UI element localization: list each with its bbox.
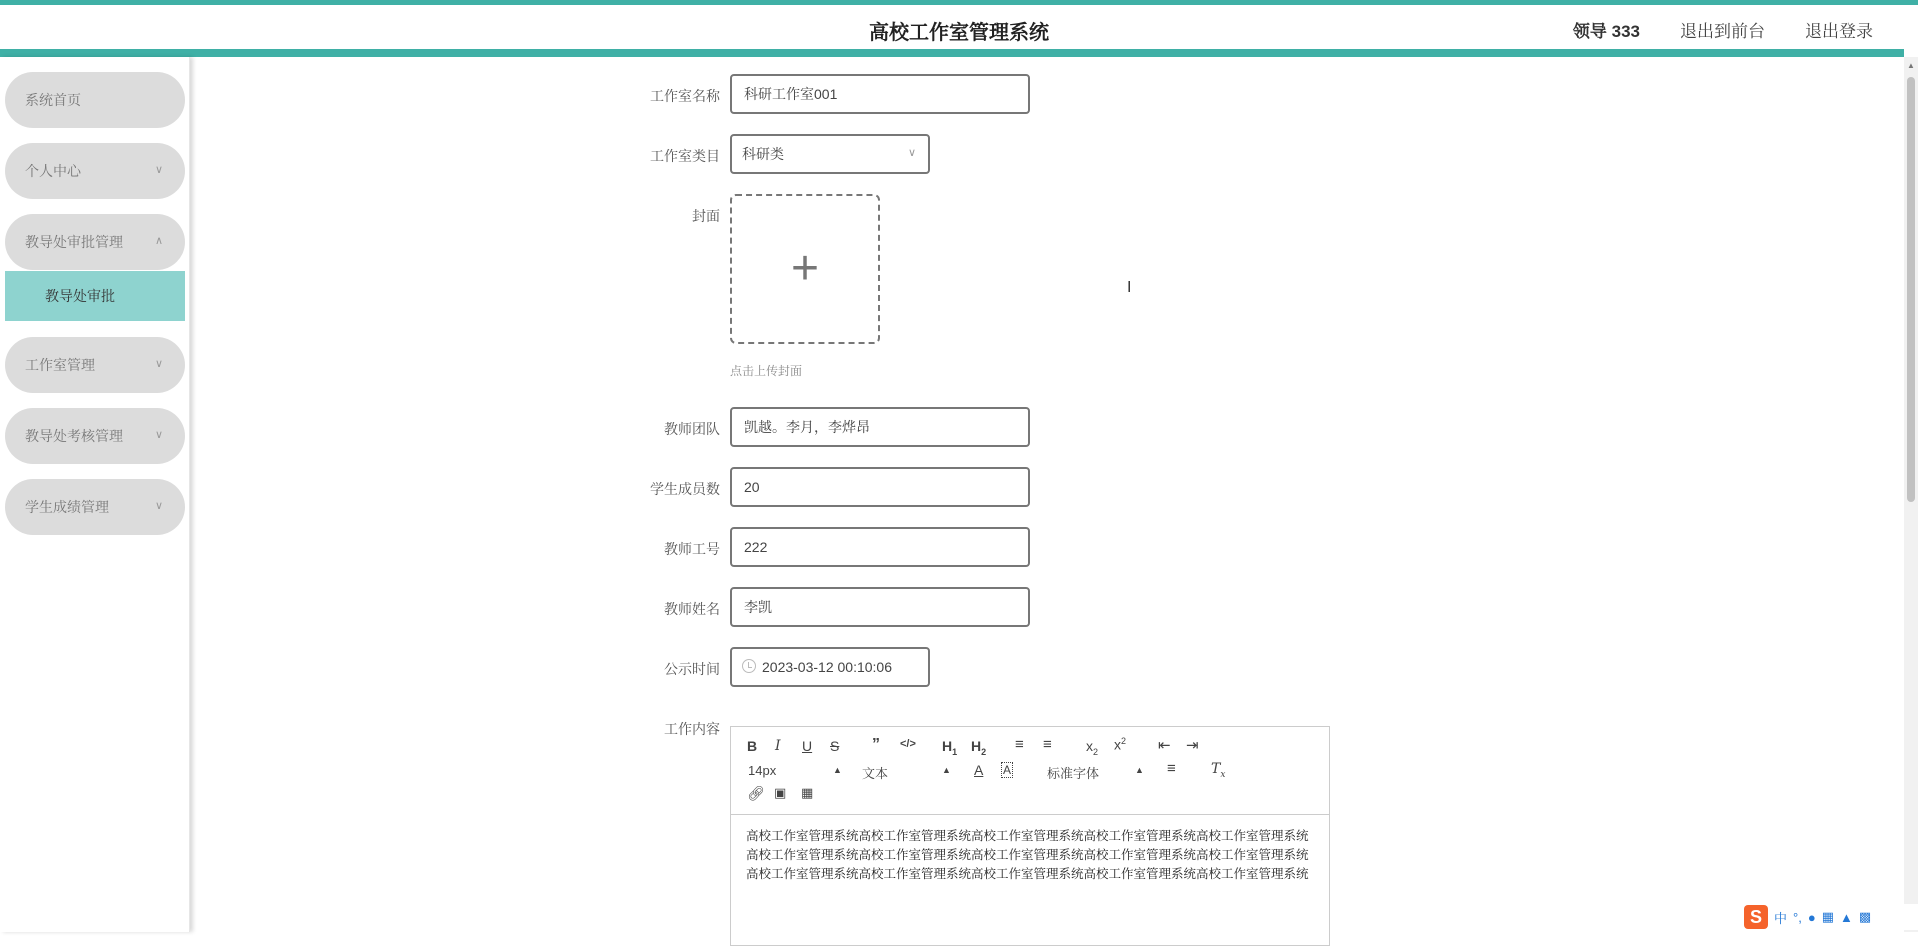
header-accent-line: [0, 49, 1904, 57]
category-selected-value: 科研类: [742, 146, 784, 162]
teacher-id-input[interactable]: 222: [730, 527, 1030, 567]
cover-label: 封面: [692, 208, 720, 224]
editor-toolbar: [731, 727, 1329, 815]
link-icon[interactable]: 🔗︎: [747, 785, 765, 801]
italic-icon[interactable]: I: [775, 738, 781, 754]
sidebar-item-label: 个人中心: [25, 163, 81, 179]
sidebar-item-approval-management[interactable]: [5, 214, 185, 270]
updown-icon: ▲︎: [1135, 765, 1144, 775]
blockquote-icon[interactable]: ”: [872, 736, 880, 753]
sidebar: [0, 57, 190, 932]
chevron-down-icon: ∨: [907, 147, 916, 159]
work-content-label: 工作内容: [664, 721, 720, 737]
cover-upload-tip: 点击上传封面: [730, 364, 803, 378]
font-family-value: 标准字体: [1047, 766, 1100, 781]
studio-category-label: 工作室类目: [650, 148, 720, 164]
font-family-select[interactable]: [1047, 763, 1147, 782]
sidebar-item-personal-center[interactable]: [5, 143, 185, 199]
chevron-down-icon: ∨: [154, 164, 163, 176]
text-cursor-icon: I: [1127, 279, 1132, 296]
cover-upload-box[interactable]: [730, 194, 880, 344]
student-count-input[interactable]: 20: [730, 467, 1030, 507]
rich-text-editor: [730, 726, 1330, 946]
user-name: 领导 333: [1572, 22, 1640, 41]
sidebar-subitem-approval[interactable]: 教导处审批: [5, 271, 185, 321]
strikethrough-icon[interactable]: S: [830, 738, 840, 754]
header: [0, 5, 1918, 49]
sogou-logo-icon: S: [1744, 905, 1768, 929]
background-color-icon[interactable]: A: [1003, 763, 1012, 777]
page-scrollbar[interactable]: [1904, 57, 1918, 932]
bullet-list-icon[interactable]: ≡: [1043, 736, 1052, 753]
clock-icon: [742, 659, 756, 673]
updown-icon: ▲︎: [942, 765, 951, 775]
teacher-team-label: 教师团队: [664, 421, 720, 437]
plus-icon: +: [790, 242, 820, 295]
font-size-select[interactable]: [748, 763, 842, 778]
publish-time-label: 公示时间: [664, 661, 720, 677]
sidebar-item-label: 工作室管理: [25, 357, 95, 373]
app-title: 高校工作室管理系统: [869, 22, 1049, 44]
header-actions: [1573, 17, 1873, 42]
ordered-list-icon[interactable]: ≡: [1015, 736, 1024, 753]
heading-1-icon[interactable]: $H_1$: [942, 738, 958, 757]
chevron-down-icon: ∨: [154, 429, 163, 441]
editor-content[interactable]: 高校工作室管理系统高校工作室管理系统高校工作室管理系统高校工作室管理系统高校工作室管理系统高校工作室管理系统高校工作室管理系统高校工作室管理系统高校工作室管理系统高校工作室管理系统高校工作室管理系统高校工作室管理系统高校工作室管理系统高校工作室管理系统高校工作室管理系统: [746, 829, 1309, 881]
microphone-icon[interactable]: ●: [1807, 909, 1816, 925]
sidebar-item-label: 教导处考核管理: [25, 428, 123, 444]
align-icon[interactable]: ≡: [1167, 760, 1176, 777]
publish-time-picker[interactable]: [730, 647, 930, 687]
scrollbar-thumb[interactable]: [1907, 77, 1915, 502]
ime-language[interactable]: 中: [1774, 910, 1788, 926]
exit-to-front-link[interactable]: 退出到前台: [1680, 22, 1765, 41]
font-color-icon[interactable]: A: [974, 762, 984, 778]
chevron-down-icon: ∨: [154, 500, 163, 512]
sidebar-item-label: 教导处审批管理: [25, 234, 123, 250]
code-block-icon[interactable]: </>: [900, 738, 916, 750]
punctuation-icon[interactable]: °,: [1793, 909, 1802, 925]
updown-icon: ▲︎: [833, 765, 842, 775]
video-icon[interactable]: ▦: [801, 785, 814, 800]
chevron-down-icon: ∨: [154, 358, 163, 370]
student-count-label: 学生成员数: [650, 481, 720, 497]
logout-link[interactable]: 退出登录: [1805, 22, 1873, 41]
sidebar-item-home[interactable]: [5, 72, 185, 128]
studio-name-input[interactable]: 科研工作室001: [730, 74, 1030, 114]
publish-time-value: 2023-03-12 00:10:06: [762, 659, 892, 675]
font-size-value: 14px: [748, 763, 777, 778]
outdent-icon[interactable]: ⇤: [1158, 737, 1171, 754]
block-type-select[interactable]: [862, 763, 952, 782]
subscript-icon[interactable]: $x_2$: [1086, 738, 1099, 757]
sidebar-item-grades-management[interactable]: [5, 479, 185, 535]
sidebar-item-studio-management[interactable]: [5, 337, 185, 393]
sidebar-item-label: 系统首页: [25, 92, 81, 108]
keyboard-icon[interactable]: ▦: [1821, 909, 1834, 924]
skin-icon[interactable]: ▲: [1839, 909, 1853, 925]
scroll-up-icon[interactable]: ▲: [1907, 61, 1915, 70]
image-icon[interactable]: ▣: [774, 785, 787, 800]
teacher-name-input[interactable]: 李凯: [730, 587, 1030, 627]
sidebar-item-label: 学生成绩管理: [25, 499, 109, 515]
superscript-icon[interactable]: $x^2$: [1114, 736, 1127, 753]
heading-2-icon[interactable]: $H_2$: [971, 738, 987, 757]
clear-format-icon[interactable]: $T_x$: [1211, 761, 1226, 780]
sidebar-item-assessment-management[interactable]: [5, 408, 185, 464]
toolbox-icon[interactable]: ▩: [1858, 909, 1872, 924]
teacher-team-input[interactable]: 凯越。李月，李烨昂: [730, 407, 1030, 447]
bold-icon[interactable]: B: [747, 738, 758, 754]
studio-category-select[interactable]: [730, 134, 930, 174]
ime-toolbar[interactable]: [1740, 904, 1918, 930]
underline-icon[interactable]: U: [802, 738, 813, 754]
studio-name-label: 工作室名称: [650, 88, 720, 104]
teacher-name-label: 教师姓名: [664, 601, 720, 617]
block-type-value: 文本: [862, 766, 889, 781]
teacher-id-label: 教师工号: [664, 541, 720, 557]
chevron-up-icon: ∧: [154, 235, 163, 247]
indent-icon[interactable]: ⇥: [1186, 737, 1199, 754]
